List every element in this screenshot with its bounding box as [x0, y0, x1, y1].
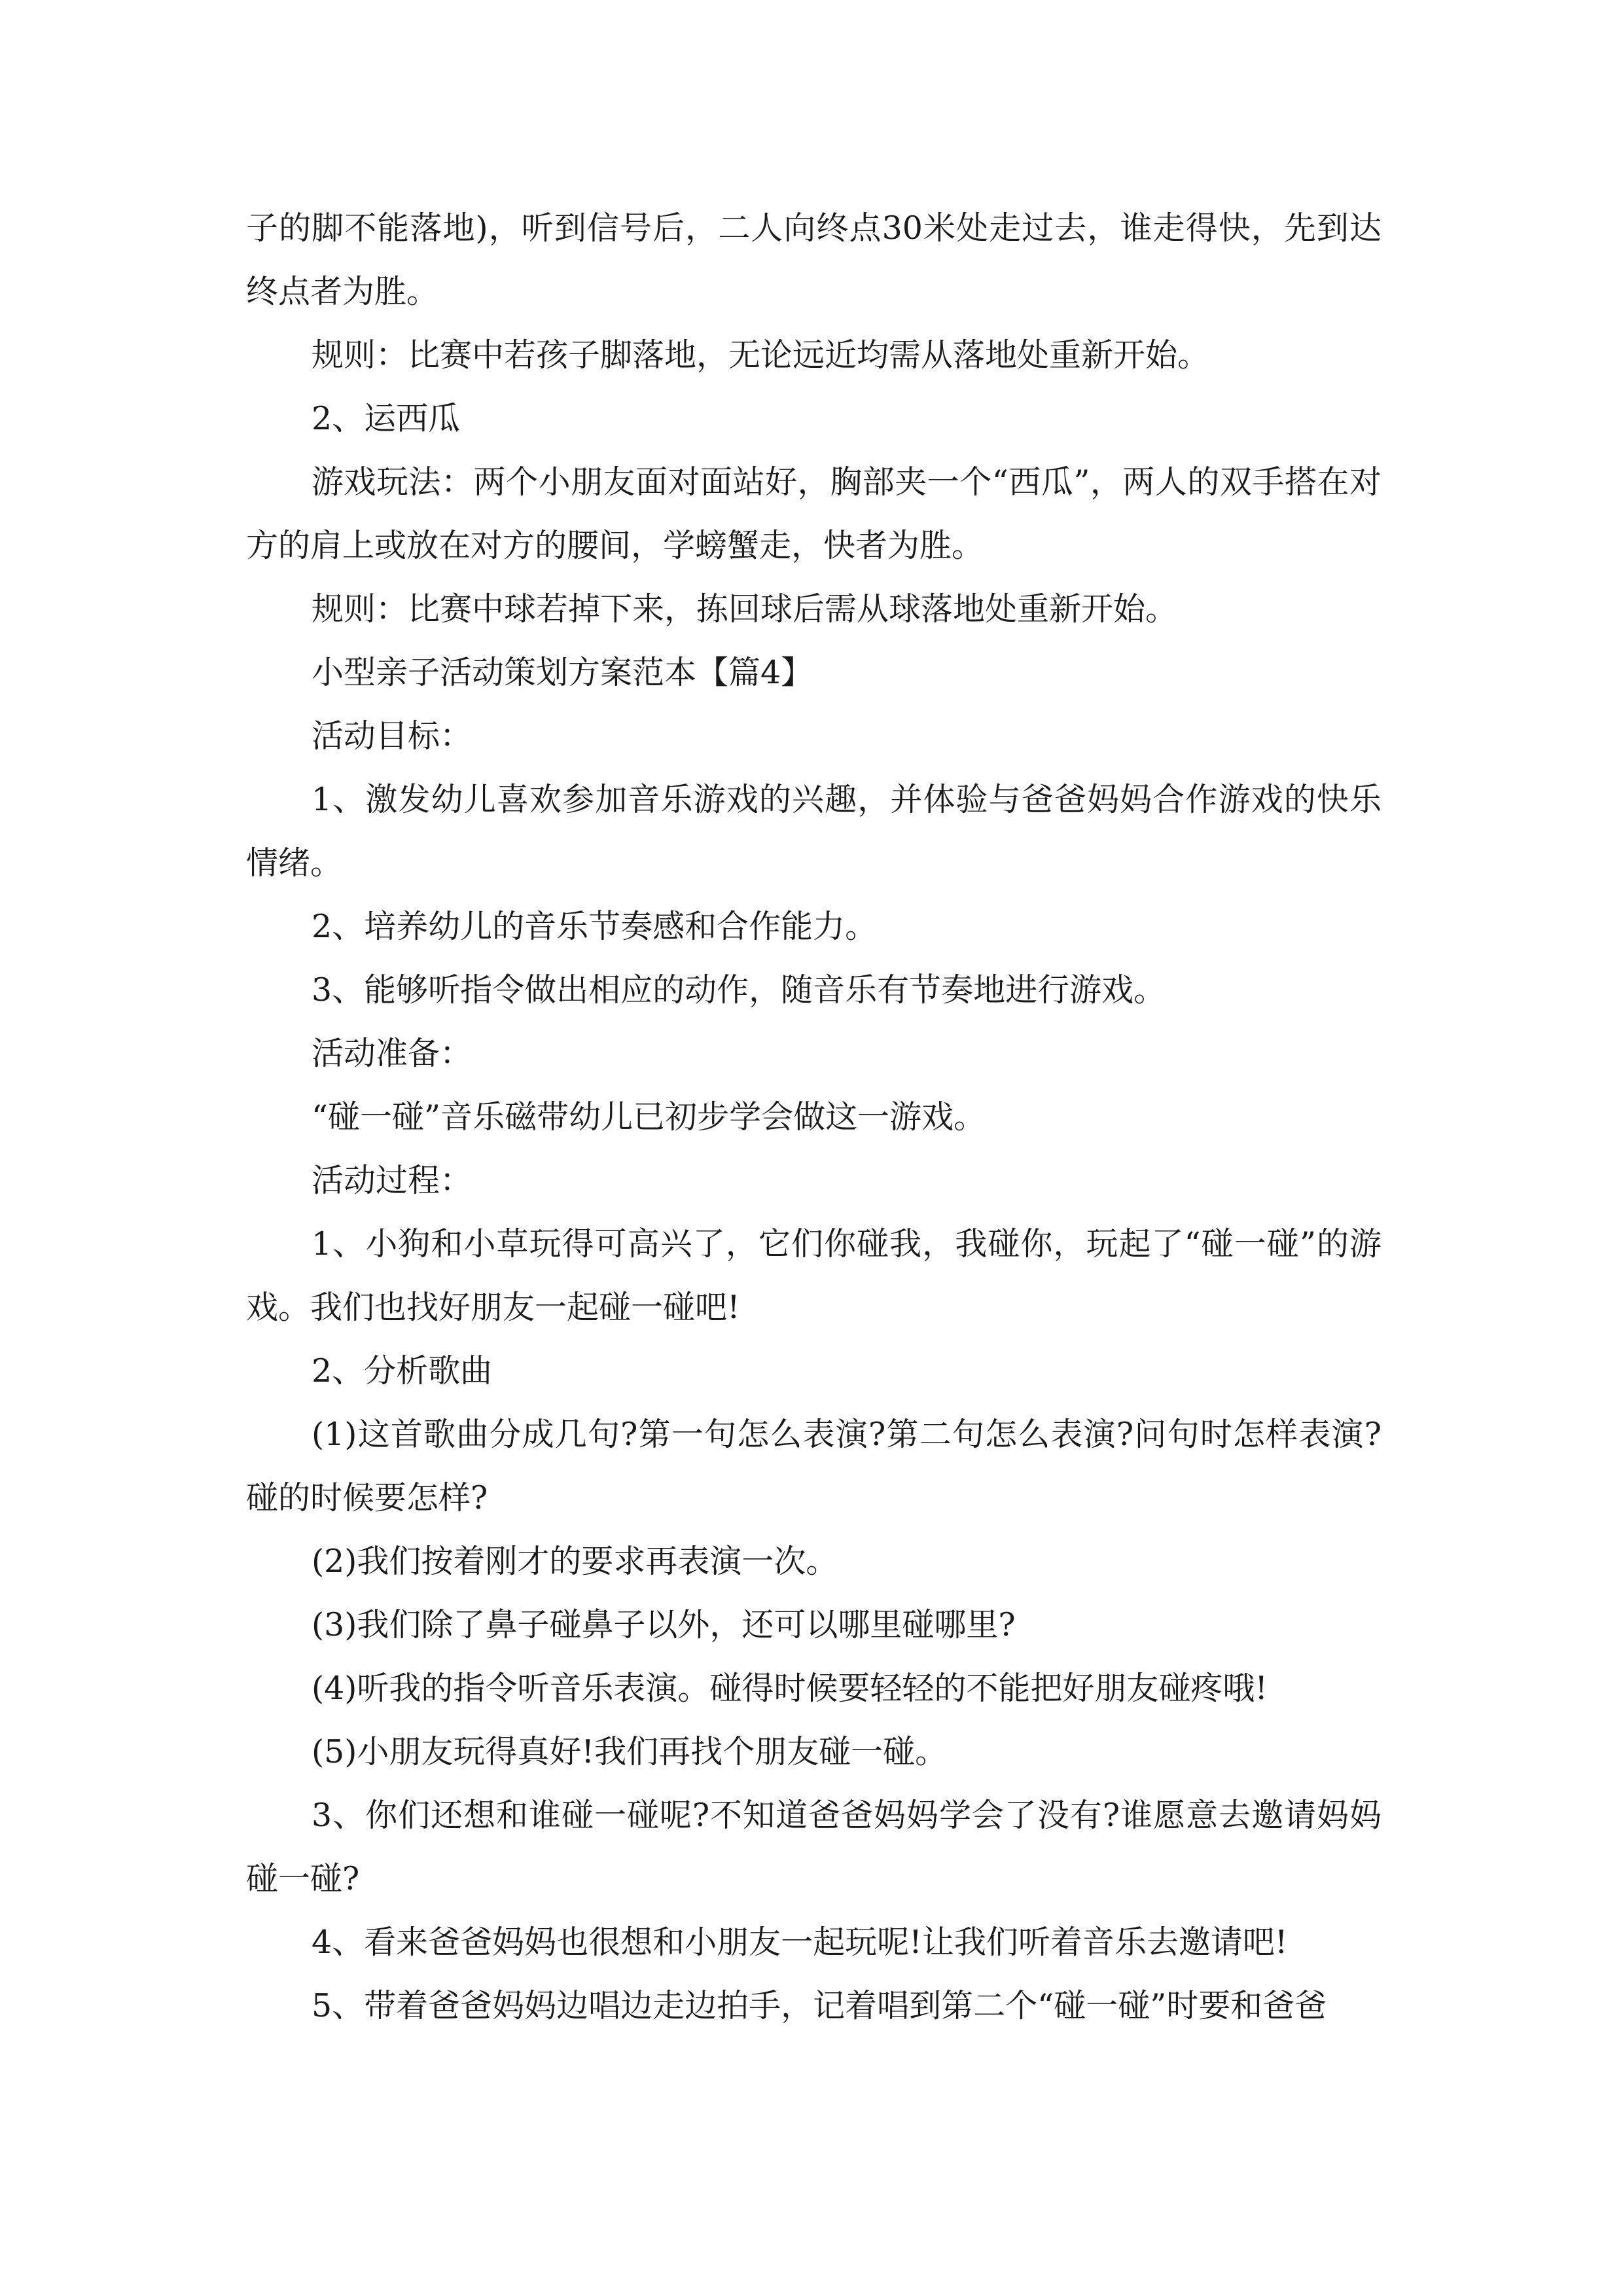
- paragraph: 2、培养幼儿的音乐节奏感和合作能力。: [312, 908, 878, 945]
- paragraph: 子的脚不能落地)，听到信号后，二人向终点30米处走过去，谁走得快，先到达终点者为胜。: [246, 209, 1382, 310]
- paragraph: 游戏玩法：两个小朋友面对面站好，胸部夹一个“西瓜”，两人的双手搭在对方的肩上或放在对方的腰间，学螃蟹走，快者为胜。: [246, 463, 1382, 564]
- paragraph: 活动目标：: [312, 717, 473, 755]
- paragraph: 5、带着爸爸妈妈边唱边走边拍手，记着唱到第二个“碰一碰”时要和爸爸: [312, 1987, 1327, 2024]
- paragraph: 小型亲子活动策划方案范本【篇4】: [312, 654, 813, 691]
- paragraph: 1、激发幼儿喜欢参加音乐游戏的兴趣，并体验与爸爸妈妈合作游戏的快乐情绪。: [246, 781, 1382, 882]
- paragraph: (5)小朋友玩得真好!我们再找个朋友碰一碰。: [312, 1733, 948, 1770]
- paragraph: 规则：比赛中球若掉下来，拣回球后需从球落地处重新开始。: [312, 590, 1178, 628]
- paragraph: 2、运西瓜: [312, 400, 461, 437]
- paragraph: (1)这首歌曲分成几句?第一句怎么表演?第二句怎么表演?问句时怎样表演?碰的时候要怎样?: [246, 1416, 1382, 1516]
- paragraph: 3、能够听指令做出相应的动作，随音乐有节奏地进行游戏。: [312, 971, 1166, 1009]
- paragraph: 4、看来爸爸妈妈也很想和小朋友一起玩呢!让我们听着音乐去邀请吧!: [312, 1924, 1288, 1961]
- document-body: [246, 196, 1382, 2037]
- paragraph: (3)我们除了鼻子碰鼻子以外，还可以哪里碰哪里?: [312, 1606, 1016, 1643]
- paragraph: “碰一碰”音乐磁带幼儿已初步学会做这一游戏。: [312, 1098, 986, 1136]
- paragraph: 规则：比赛中若孩子脚落地，无论远近均需从落地处重新开始。: [312, 336, 1210, 374]
- paragraph: 2、分析歌曲: [312, 1352, 493, 1390]
- paragraph: 活动过程：: [312, 1162, 473, 1199]
- paragraph: 3、你们还想和谁碰一碰呢?不知道爸爸妈妈学会了没有?谁愿意去邀请妈妈碰一碰?: [246, 1797, 1382, 1897]
- paragraph: 1、小狗和小草玩得可高兴了，它们你碰我，我碰你，玩起了“碰一碰”的游戏。我们也找好朋友一起碰一碰吧!: [246, 1225, 1382, 1326]
- paragraph: 活动准备：: [312, 1035, 473, 1072]
- paragraph: (4)听我的指令听音乐表演。碰得时候要轻轻的不能把好朋友碰疼哦!: [312, 1670, 1268, 1707]
- paragraph: (2)我们按着刚才的要求再表演一次。: [312, 1543, 838, 1580]
